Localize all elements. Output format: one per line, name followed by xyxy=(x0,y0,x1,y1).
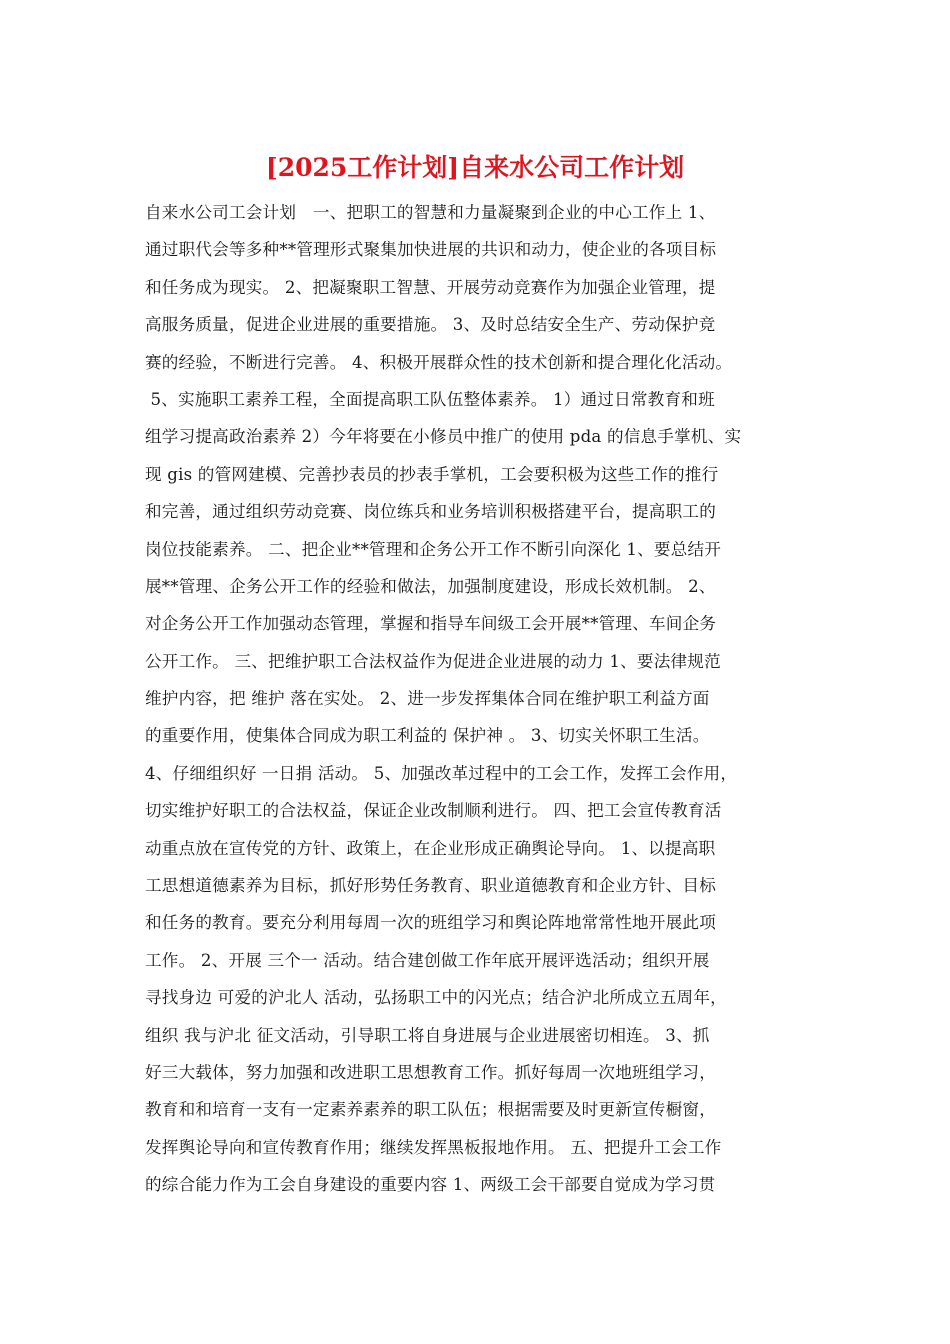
body-line: 维护内容，把 维护 落在实处。 2、进一步发挥集体合同在维护职工利益方面 xyxy=(145,689,710,709)
body-line: 和完善，通过组织劳动竞赛、岗位练兵和业务培训积极搭建平台，提高职工的 xyxy=(145,502,716,522)
body-line: 的综合能力作为工会自身建设的重要内容 1、两级工会干部要自觉成为学习贯 xyxy=(145,1175,716,1195)
body-line: 和任务的教育。要充分利用每周一次的班组学习和舆论阵地常常性地开展此项 xyxy=(145,913,716,933)
body-line: 发挥舆论导向和宣传教育作用；继续发挥黑板报地作用。 五、把提升工会工作 xyxy=(145,1137,722,1157)
body-line: 高服务质量，促进企业进展的重要措施。 3、及时总结安全生产、劳动保护竞 xyxy=(145,315,716,335)
body-line: 公开工作。 三、把维护职工合法权益作为促进企业进展的动力 1、要法律规范 xyxy=(145,651,721,671)
body-line: 通过职代会等多种**管理形式聚集加快进展的共识和动力，使企业的各项目标 xyxy=(145,240,717,260)
body-line: 自来水公司工会计划 一、把职工的智慧和力量凝聚到企业的中心工作上 1、 xyxy=(145,203,716,222)
body-line: 5、实施职工素养工程，全面提高职工队伍整体素养。 1）通过日常教育和班 xyxy=(145,389,715,409)
body-line: 4、仔细组织好 一日捐 活动。 5、加强改革过程中的工会工作，发挥工会作用， xyxy=(145,763,738,783)
body-line: 教育和和培育一支有一定素养素养的职工队伍；根据需要及时更新宣传橱窗， xyxy=(145,1100,716,1120)
document-body xyxy=(145,194,815,1204)
body-line: 寻找身边 可爱的沪北人 活动，弘扬职工中的闪光点；结合沪北所成立五周年， xyxy=(145,988,727,1008)
body-line: 岗位技能素养。 二、把企业**管理和企务公开工作不断引向深化 1、要总结开 xyxy=(145,539,722,559)
body-line: 工作。 2、开展 三个一 活动。结合建创做工作年底开展评选活动；组织开展 xyxy=(145,950,710,970)
document-title: [2025工作计划]自来水公司工作计划 xyxy=(265,153,685,182)
body-line: 的重要作用，使集体合同成为职工利益的 保护神 。 3、切实关怀职工生活。 xyxy=(145,726,710,746)
body-line: 组织 我与沪北 征文活动，引导职工将自身进展与企业进展密切相连。 3、抓 xyxy=(145,1025,710,1045)
body-line: 和任务成为现实。 2、把凝聚职工智慧、开展劳动竞赛作为加强企业管理，提 xyxy=(145,277,716,297)
body-line: 对企务公开工作加强动态管理，掌握和指导车间级工会开展**管理、车间企务 xyxy=(145,614,717,634)
body-line: 现 gis 的管网建模、完善抄表员的抄表手掌机，工会要积极为这些工作的推行 xyxy=(145,464,719,484)
body-line: 工思想道德素养为目标，抓好形势任务教育、职业道德教育和企业方针、目标 xyxy=(145,876,716,896)
body-line: 好三大载体，努力加强和改进职工思想教育工作。抓好每周一次地班组学习， xyxy=(145,1062,716,1082)
body-line: 赛的经验，不断进行完善。 4、积极开展群众性的技术创新和提合理化化活动。 xyxy=(145,352,733,372)
body-line: 切实维护好职工的合法权益，保证企业改制顺利进行。 四、把工会宣传教育活 xyxy=(145,801,722,821)
body-line: 组学习提高政治素养 2）今年将要在小修员中推广的使用 pda 的信息手掌机、实 xyxy=(145,427,742,447)
body-line: 展**管理、企务公开工作的经验和做法，加强制度建设，形成长效机制。 2、 xyxy=(145,576,716,596)
body-line: 动重点放在宣传党的方针、政策上，在企业形成正确舆论导向。 1、以提高职 xyxy=(145,838,716,858)
